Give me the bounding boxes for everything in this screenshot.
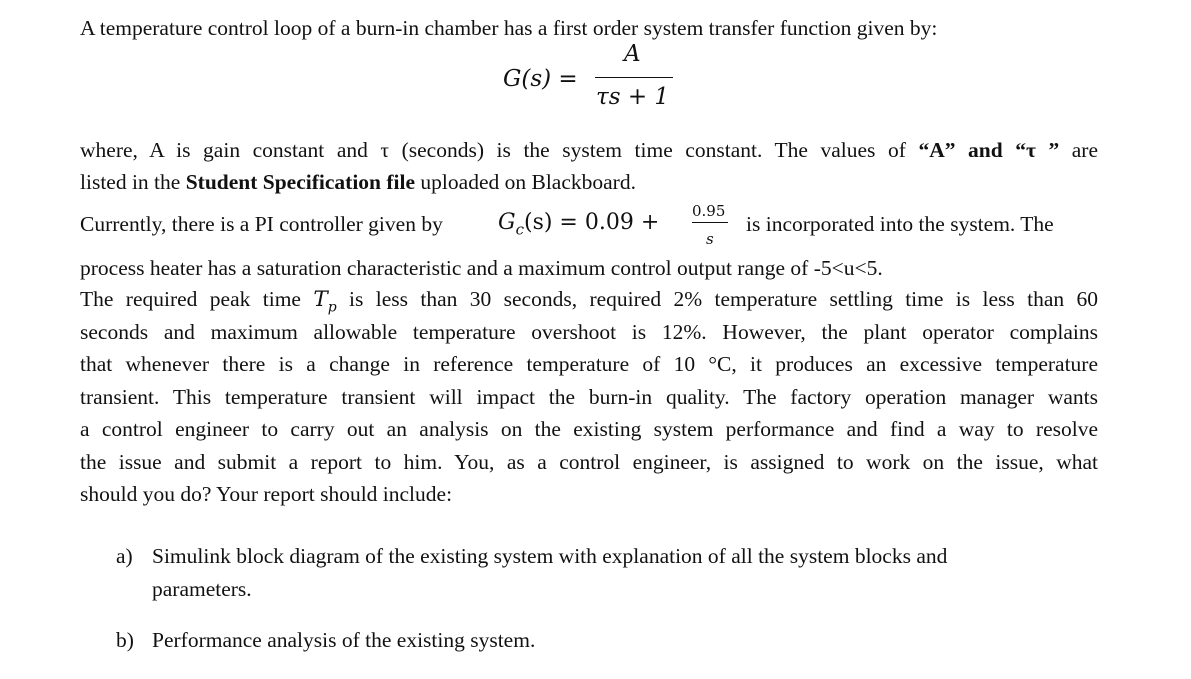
para1-line2-end: uploaded on Blackboard. — [420, 170, 636, 194]
tp-symbol: T — [313, 287, 328, 312]
gc-expression — [498, 210, 659, 238]
gc-fraction-bar — [692, 222, 728, 223]
peak-suffix: is less than 30 seconds, required 2% temperature settling time is less than 60 — [349, 287, 1099, 311]
list-item-line1: Performance analysis of the existing system. — [152, 628, 536, 652]
para1-line1-end: are — [1071, 138, 1099, 162]
peak-prefix: The required peak time — [80, 287, 301, 311]
list-marker: b) — [116, 628, 134, 652]
para2-line1: process heater has a saturation characteristic and a maximum control output range of -5<u<5. — [80, 256, 883, 280]
para1-line2-bold: Student Specification file — [185, 170, 416, 194]
list-item-line2: parameters. — [152, 577, 252, 601]
para1-line1-bold: “A” and “τ ” — [918, 138, 1060, 162]
list-item-line1: Simulink block diagram of the existing system with explanation of all the system blocks and — [152, 544, 948, 568]
para1-line2-text: listed in the — [80, 170, 181, 194]
para1-line2 — [80, 172, 636, 194]
list-marker: a) — [116, 544, 133, 568]
tf-fraction-bar — [595, 77, 673, 78]
para2-line6: a control engineer to carry out an analysis on the existing system performance and find a way to resolve — [80, 417, 1098, 441]
para1-line1 — [80, 140, 1098, 162]
controller-suffix: is incorporated into the system. The — [746, 212, 1054, 236]
intro-line: A temperature control loop of a burn-in chamber has a first order system transfer function given by: — [80, 16, 938, 40]
controller-prefix: Currently, there is a PI controller given by — [80, 212, 443, 236]
gc-frac-denominator: s — [706, 230, 714, 248]
para2-line5: transient. This temperature transient will impact the burn-in quality. The factory operation manager wants — [80, 385, 1098, 409]
gc-symbol: G — [498, 210, 516, 235]
para2-line3: seconds and maximum allowable temperature overshoot is 12%. However, the plant operator complains — [80, 320, 1098, 344]
peak-time-line — [80, 289, 1098, 314]
para2-line4: that whenever there is a change in reference temperature of 10 °C, it produces an excessive temperature — [80, 352, 1098, 376]
tf-denominator: τs + 1 — [596, 84, 670, 110]
gc-argument: (s) = 0.09 + — [523, 210, 660, 235]
para2-line8: should you do? Your report should include: — [80, 482, 453, 506]
gc-subscript: c — [515, 220, 524, 239]
tf-lhs: G(s) = — [503, 66, 578, 92]
tf-numerator: A — [624, 41, 641, 67]
tp-symbol-group — [313, 287, 337, 316]
tp-subscript: p — [327, 299, 337, 316]
para2-line7: the issue and submit a report to him. You, as a control engineer, is assigned to work on the issue, what — [80, 450, 1098, 474]
para1-line1-text: where, A is gain constant and τ (seconds) is the system time constant. The values of — [80, 138, 906, 162]
gc-frac-numerator: 0.95 — [692, 202, 726, 220]
